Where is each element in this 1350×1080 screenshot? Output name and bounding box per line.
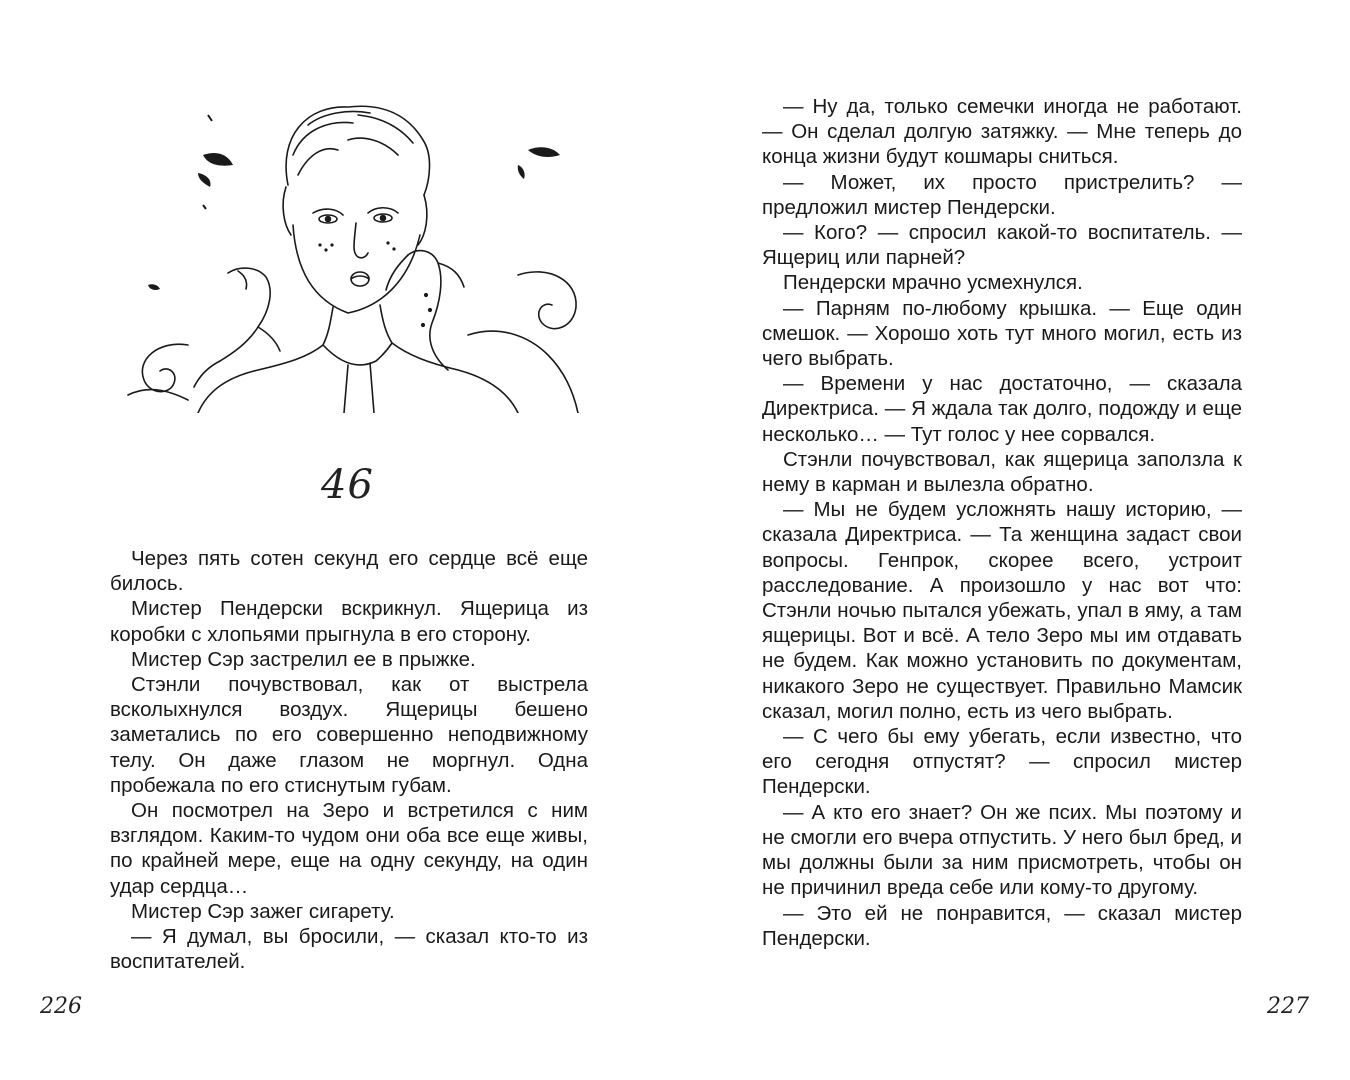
page-number: 227 xyxy=(1267,994,1309,1019)
paragraph: — Кого? — спросил какой-то воспитатель. — Ящериц или парней? xyxy=(762,221,1242,270)
paragraph: Мистер Пендерски вскрикнул. Ящерица из коробки с хлопьями прыгнула в его сторону. xyxy=(110,597,588,646)
paragraph: Стэнли почувствовал, как ящерица заползла к нему в карман и вылезла обратно. xyxy=(762,447,1242,497)
paragraph: Пендерски мрачно усмехнулся. xyxy=(783,271,1083,295)
paragraph: — Ну да, только семечки иногда не работают. — Он сделал долгую затяжку. — Мне теперь до конца жизни будут кошмары сниться. xyxy=(762,95,1242,169)
paragraph: — А кто его знает? Он же псих. Мы поэтому и не смогли его вчера отпустить. У него был бред, и мы должны были за ним присмотреть, чтобы он не причинил вреда себе или кому-то другому. xyxy=(762,800,1242,900)
paragraph: Мистер Сэр застрелил ее в прыжке. xyxy=(131,647,476,671)
right-page xyxy=(675,0,1350,1080)
paragraph: Через пять сотен секунд его сердце всё еще билось. xyxy=(110,547,588,596)
chapter-number: 46 xyxy=(321,462,374,508)
paragraph: Стэнли почувствовал, как от выстрела всколыхнулся воздух. Ящерицы бешено заметались по его совершенно неподвижному телу. Он даже глазом не моргнул. Одна пробежала по его стиснутым губам. xyxy=(110,673,588,797)
paragraph: — Мы не будем усложнять нашу историю, — сказала Директриса. — Та женщина задаст свои вопросы. Генпрок, скорее всего, устроит расследование. А произошло у нас вот что: Стэнли ночью пытался убежать, упал в яму, а там ящерицы. Вот и всё. А тело Зеро мы им отдавать не будем. Как можно установить по документам, никакого Зеро не существует. Правильно Мамсик сказал, могил полно, есть из чего выбрать. xyxy=(762,498,1242,723)
page-number: 226 xyxy=(40,994,82,1019)
paragraph: — Это ей не понравится, — сказал мистер Пендерски. xyxy=(762,901,1242,950)
paragraph: — С чего бы ему убегать, если известно, что его сегодня отпустят? — спросил мистер Пендерски. xyxy=(762,725,1242,799)
paragraph: — Я думал, вы бросили, — сказал кто-то из воспитателей. xyxy=(110,925,588,974)
paragraph: Он посмотрел на Зеро и встретился с ним взглядом. Каким-то чудом они оба все еще живы, по крайней мере, еще на одну секунду, на один удар сердца… xyxy=(110,799,588,898)
right-page-body xyxy=(762,94,1242,951)
paragraph: — Парням по-любому крышка. — Еще один смешок. — Хорошо хоть тут много могил, есть из чего выбрать. xyxy=(762,296,1242,371)
boy-with-lizards-illustration xyxy=(108,95,594,413)
paragraph: — Времени у нас достаточно, — сказала Директриса. — Я ждала так долго, подожду и еще несколько… — Тут голос у нее сорвался. xyxy=(762,372,1242,446)
paragraph: — Может, их просто пристрелить? — предложил мистер Пендерски. xyxy=(762,170,1242,219)
left-page-body xyxy=(110,546,588,974)
paragraph: Мистер Сэр зажег сигарету. xyxy=(131,899,395,923)
